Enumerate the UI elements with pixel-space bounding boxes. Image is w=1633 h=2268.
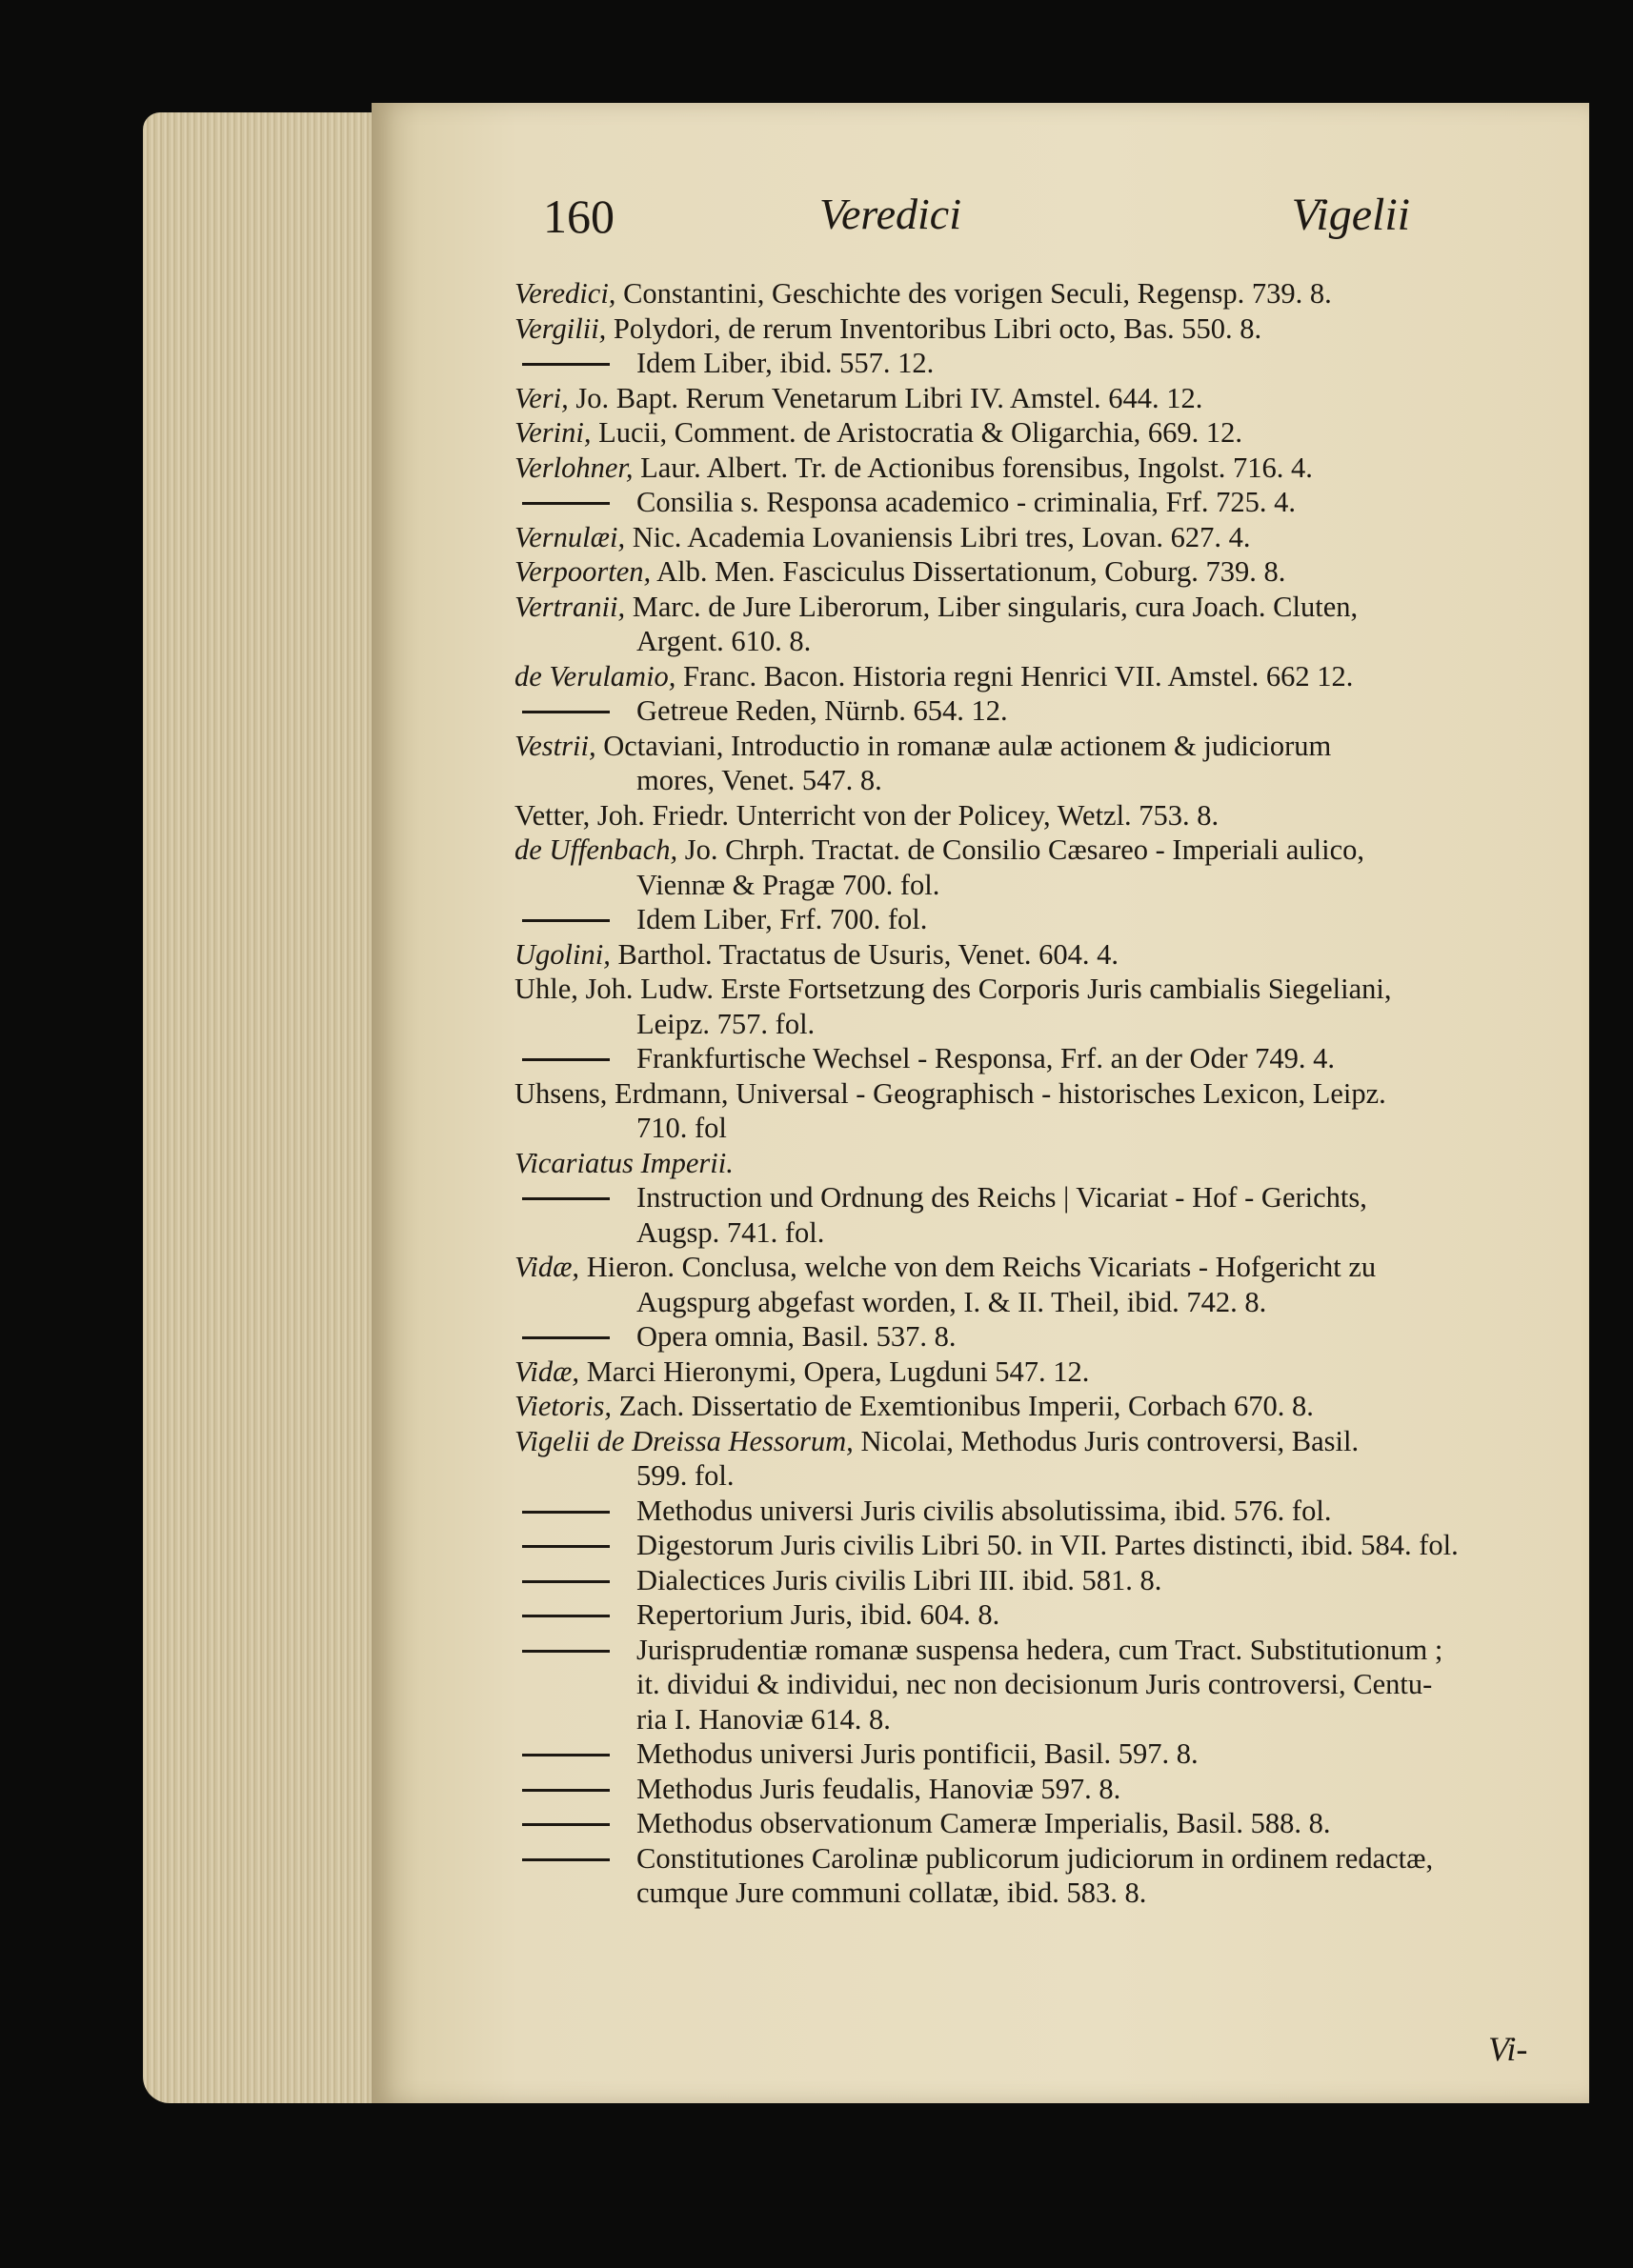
entry-line: [514, 729, 1553, 764]
ditto-dash: [522, 363, 610, 366]
bibliography-entry: [514, 1250, 1553, 1319]
ditto-dash: [522, 1511, 610, 1514]
entry-text: Lucii, Comment. de Aristocratia & Oligarchia, 669. 12.: [591, 416, 1243, 449]
author-name: Veredici,: [514, 277, 616, 310]
author-name: de Verulamio,: [514, 659, 676, 692]
entry-text: Barthol. Tractatus de Usuris, Venet. 604. 4.: [610, 937, 1119, 971]
author-name: Vicariatus Imperii.: [514, 1146, 734, 1179]
entry-line: [514, 1494, 1553, 1529]
bibliography-entry: [514, 1597, 1553, 1633]
entry-text: Idem Liber, Frf. 700. fol.: [636, 903, 928, 935]
ditto-dash: [522, 1336, 610, 1339]
bibliography-entry: [514, 693, 1553, 729]
bibliography-entry: [514, 833, 1553, 902]
entry-line: [514, 1563, 1553, 1598]
entry-text: Zach. Dissertatio de Exemtionibus Imperii, Corbach 670. 8.: [611, 1390, 1314, 1422]
bibliography-entry: [514, 1528, 1553, 1563]
entry-line: [514, 590, 1553, 625]
entry-line: [514, 1633, 1553, 1668]
entry-line: [514, 1215, 1553, 1251]
entry-text: Methodus universi Juris civilis absolutissima, ibid. 576. fol.: [636, 1494, 1332, 1527]
entry-line: [514, 1285, 1553, 1320]
entry-line: [514, 415, 1553, 451]
bibliography-entry: [514, 520, 1553, 555]
bibliography-entry: [514, 1076, 1553, 1146]
entry-text: Nic. Academia Lovaniensis Libri tres, Lovan. 627. 4.: [625, 520, 1251, 553]
bibliography-entry: [514, 276, 1553, 311]
ditto-dash: [522, 1580, 610, 1583]
entry-line: [514, 972, 1553, 1007]
ditto-dash: [522, 1858, 610, 1861]
bibliography-entry: [514, 1563, 1553, 1598]
entry-text: Viennæ & Pragæ 700. fol.: [636, 868, 940, 901]
bibliography-entry: [514, 311, 1553, 347]
entry-text: Hieron. Conclusa, welche von dem Reichs Vicariats - Hofgericht zu: [579, 1251, 1377, 1283]
entry-line: [514, 554, 1553, 590]
bibliography-entry: [514, 1041, 1553, 1076]
author-name: de Uffenbach,: [514, 833, 678, 866]
bibliography-entry: [514, 554, 1553, 590]
bibliography-entry: [514, 451, 1553, 486]
entry-text: Laur. Albert. Tr. de Actionibus forensibus, Ingolst. 716. 4.: [633, 451, 1313, 484]
bibliography-entry: [514, 415, 1553, 451]
entry-text: Digestorum Juris civilis Libri 50. in VII. Partes distincti, ibid. 584. fol.: [636, 1529, 1459, 1561]
author-name: Veri,: [514, 381, 569, 414]
bibliography-entry: [514, 1633, 1553, 1737]
bibliography-entry: [514, 346, 1553, 381]
bibliography-entry: [514, 798, 1553, 833]
author-name: Vidæ,: [514, 1251, 580, 1283]
entry-text: Octaviani, Introductio in romanæ aulæ actionem & judiciorum: [595, 729, 1332, 762]
entry-text: Consilia s. Responsa academico - criminalia, Frf. 725. 4.: [636, 486, 1297, 518]
entry-text: it. dividui & individui, nec non decisionum Juris controversi, Centu-: [636, 1668, 1433, 1700]
entry-text: ria I. Hanoviæ 614. 8.: [636, 1702, 891, 1736]
entry-text: Marci Hieronymi, Opera, Lugduni 547. 12.: [579, 1355, 1090, 1388]
ditto-dash: [522, 1650, 610, 1653]
entry-line: [514, 1458, 1553, 1494]
entry-text: Leipz. 757. fol.: [636, 1007, 816, 1040]
entry-line: [514, 1876, 1553, 1911]
bibliography-entry: [514, 1389, 1553, 1424]
entry-line: [514, 1702, 1553, 1737]
entry-line: [514, 346, 1553, 381]
entry-text: cumque Jure communi collatæ, ibid. 583. 8.: [636, 1877, 1147, 1909]
entry-line: [514, 1806, 1553, 1841]
author-name: Verini,: [514, 416, 592, 449]
entry-line: [514, 763, 1553, 798]
page-number: 160: [543, 190, 615, 243]
entry-line: [514, 1667, 1553, 1702]
bibliography-entry: [514, 972, 1553, 1041]
entry-text: Jurisprudentiæ romanæ suspensa hedera, cum Tract. Substitutionum ;: [636, 1633, 1443, 1666]
bibliography-entry: [514, 902, 1553, 937]
entry-text: Constitutiones Carolinæ publicorum judiciorum in ordinem redactæ,: [636, 1841, 1434, 1875]
page-header: [543, 189, 1410, 250]
bibliography-entry: [514, 937, 1553, 973]
bibliography-entry: [514, 1806, 1553, 1841]
entry-text: Augspurg abgefast worden, I. & II. Theil, ibid. 742. 8.: [636, 1285, 1267, 1318]
entry-line: [514, 624, 1553, 659]
ditto-dash: [522, 1058, 610, 1061]
entry-text: Repertorium Juris, ibid. 604. 8.: [636, 1598, 1000, 1631]
entry-line: [514, 868, 1553, 903]
entry-text: 710. fol: [636, 1112, 727, 1144]
ditto-dash: [522, 1545, 610, 1548]
entry-line: [514, 311, 1553, 347]
ditto-dash: [522, 1197, 610, 1200]
entry-line: [514, 1250, 1553, 1285]
author-name: Vestrii,: [514, 729, 596, 762]
ditto-dash: [522, 1754, 610, 1756]
entry-line: [514, 1111, 1553, 1146]
entry-text: Franc. Bacon. Historia regni Henrici VII. Amstel. 662 12.: [675, 659, 1354, 692]
entry-text: Jo. Bapt. Rerum Venetarum Libri IV. Amstel. 644. 12.: [568, 381, 1203, 414]
entry-line: [514, 937, 1553, 973]
entry-text: Uhle, Joh. Ludw. Erste Fortsetzung des Corporis Juris cambialis Siegeliani,: [514, 973, 1392, 1005]
entry-text: Constantini, Geschichte des vorigen Seculi, Regensp. 739. 8.: [615, 277, 1332, 310]
entry-line: [514, 1146, 1553, 1181]
bibliography-entry: [514, 1772, 1553, 1807]
author-name: Verpoorten,: [514, 555, 652, 588]
entry-line: [514, 902, 1553, 937]
bibliography-entry: [514, 485, 1553, 520]
entry-line: [514, 1007, 1553, 1042]
ditto-dash: [522, 1823, 610, 1826]
catchword: Vi-: [1488, 2030, 1528, 2068]
entry-text: Methodus Juris feudalis, Hanoviæ 597. 8.: [636, 1772, 1121, 1805]
ditto-dash: [522, 502, 610, 505]
bibliography-entry: [514, 1319, 1553, 1355]
bibliography-entry: [514, 1841, 1553, 1911]
entry-text: Alb. Men. Fasciculus Dissertationum, Coburg. 739. 8.: [651, 555, 1286, 588]
author-name: Verlohner,: [514, 451, 634, 484]
entry-text: Uhsens, Erdmann, Universal - Geographisch - historisches Lexicon, Leipz.: [514, 1076, 1386, 1110]
entry-line: [514, 1180, 1553, 1215]
running-head-right: Vigelii: [1291, 190, 1410, 240]
entry-line: [514, 1041, 1553, 1076]
author-name: Vigelii de Dreissa Hessorum,: [514, 1424, 854, 1457]
entry-text: mores, Venet. 547. 8.: [636, 764, 882, 796]
entry-text: Dialectices Juris civilis Libri III. ibid. 581. 8.: [636, 1563, 1162, 1596]
author-name: Vietoris,: [514, 1390, 612, 1422]
bibliography-entry: [514, 659, 1553, 694]
entry-line: [514, 1355, 1553, 1390]
entry-line: [514, 1528, 1553, 1563]
ditto-dash: [522, 1789, 610, 1792]
entry-text: Polydori, de rerum Inventoribus Libri octo, Bas. 550. 8.: [606, 311, 1262, 345]
running-head-left: Veredici: [819, 190, 962, 238]
entry-text: Methodus observationum Cameræ Imperialis, Basil. 588. 8.: [636, 1807, 1331, 1839]
bibliography-entry: [514, 1494, 1553, 1529]
entry-line: [514, 693, 1553, 729]
entry-line: [514, 381, 1553, 416]
entry-text: Methodus universi Juris pontificii, Basil. 597. 8.: [636, 1737, 1199, 1770]
entry-line: [514, 451, 1553, 486]
entry-line: [514, 1736, 1553, 1772]
bibliography-entry: [514, 1146, 1553, 1181]
bibliography-entry: [514, 1424, 1553, 1494]
entry-line: [514, 520, 1553, 555]
entry-line: [514, 1772, 1553, 1807]
entry-line: [514, 276, 1553, 311]
bibliography-entry: [514, 1736, 1553, 1772]
bibliography-entry: [514, 1355, 1553, 1390]
entry-line: [514, 1597, 1553, 1633]
entry-line: [514, 1389, 1553, 1424]
entry-text: Argent. 610. 8.: [636, 625, 812, 657]
entry-line: [514, 1076, 1553, 1112]
entry-line: [514, 1424, 1553, 1459]
entry-line: [514, 833, 1553, 868]
bibliography-entry: [514, 729, 1553, 798]
entry-line: [514, 485, 1553, 520]
entry-line: [514, 1841, 1553, 1877]
entry-text: Vetter, Joh. Friedr. Unterricht von der Policey, Wetzl. 753. 8.: [514, 798, 1220, 832]
bibliography-entry: [514, 381, 1553, 416]
bibliography-entry: [514, 590, 1553, 659]
entry-text: Marc. de Jure Liberorum, Liber singularis, cura Joach. Cluten,: [625, 590, 1359, 623]
ditto-dash: [522, 711, 610, 713]
ditto-dash: [522, 1615, 610, 1617]
author-name: Vertranii,: [514, 590, 626, 623]
author-name: Vernulæi,: [514, 520, 626, 553]
bibliography-list: [514, 276, 1553, 1911]
entry-text: Augsp. 741. fol.: [636, 1215, 825, 1249]
author-name: Vergilii,: [514, 311, 607, 345]
book-page-edges: [143, 112, 381, 2103]
entry-text: Instruction und Ordnung des Reichs | Vicariat - Hof - Gerichts,: [636, 1181, 1367, 1214]
entry-text: Idem Liber, ibid. 557. 12.: [636, 347, 935, 379]
entry-text: Frankfurtische Wechsel - Responsa, Frf. an der Oder 749. 4.: [636, 1042, 1336, 1074]
entry-text: Getreue Reden, Nürnb. 654. 12.: [636, 694, 1008, 727]
entry-line: [514, 1319, 1553, 1355]
entry-text: Opera omnia, Basil. 537. 8.: [636, 1320, 957, 1353]
author-name: Ugolini,: [514, 937, 611, 971]
entry-text: Nicolai, Methodus Juris controversi, Basil.: [853, 1424, 1360, 1457]
bibliography-entry: [514, 1180, 1553, 1250]
author-name: Vidæ,: [514, 1355, 580, 1388]
entry-text: 599. fol.: [636, 1459, 735, 1492]
entry-line: [514, 798, 1553, 833]
ditto-dash: [522, 919, 610, 922]
entry-line: [514, 659, 1553, 694]
entry-text: Jo. Chrph. Tractat. de Consilio Cæsareo - Imperiali aulico,: [677, 833, 1364, 866]
